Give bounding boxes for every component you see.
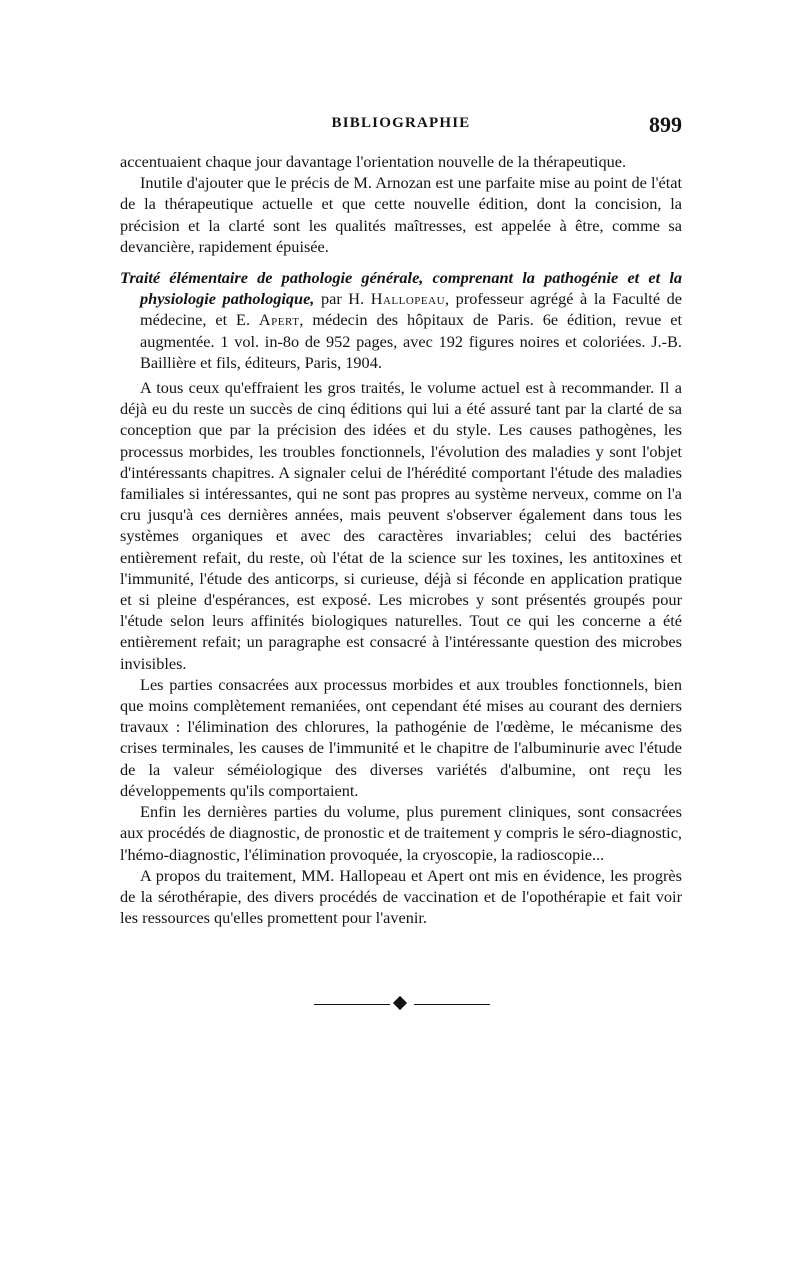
paragraph-arnozan: Inutile d'ajouter que le précis de M. Arnozan est une parfaite mise au point de l'état de la thérapeutique actuelle et que cette nouvelle édition, dont la concision, la précision et la clarté sont les qualités maîtresses, est appelée à être, comme sa devancière, rapidement épuisée.: [120, 173, 682, 256]
diamond-icon: [393, 996, 407, 1010]
book-author-1: Hallopeau: [370, 289, 446, 309]
book-title: Traité élémentaire de pathologie générale, comprenant la pathogénie et et la physiologie pathologique,: [120, 268, 682, 309]
book-entry: [120, 267, 682, 373]
book-details: , médecin des hôpitaux de Paris. 6e édition, revue et augmentée. 1 vol. in-8o de 952 pages, avec 192 figures noires et coloriées. J.-B. Baillière et fils, éditeurs, Paris, 1904.: [140, 310, 683, 372]
page-number: 899: [649, 112, 682, 137]
page-body: [120, 151, 682, 928]
paragraph-continued: accentuaient chaque jour davantage l'orientation nouvelle de la thérapeutique.: [120, 152, 627, 171]
ornament-rule-right: [414, 1004, 490, 1005]
paragraph-clinical: Enfin les dernières parties du volume, plus purement cliniques, sont consacrées aux procédés de diagnostic, de pronostic et de traitement y compris le séro-diagnostic, l'hémo-diagnostic, l'élimination provoquée, la cryoscopie, la radioscopie...: [120, 802, 682, 864]
paragraph-processus: Les parties consacrées aux processus morbides et aux troubles fonctionnels, bien que moins complètement remaniées, ont cependant été mises au courant des derniers travaux : l'élimination des chlorures, la pathogénie de l'œdème, le mécanisme des crises terminales, les causes de l'immunité et le chapitre de l'albuminurie avec l'étude de la valeur séméiologique des diverses variétés d'albumine, ont reçu les développements qu'ils comportaient.: [120, 674, 682, 800]
book-author-2: Apert: [258, 310, 300, 330]
book-by: par H.: [314, 289, 371, 309]
page-header: [120, 112, 682, 139]
end-ornament: [314, 995, 490, 1015]
spacer: [120, 257, 682, 267]
paragraph-review: A tous ceux qu'effraient les gros traités, le volume actuel est à recommander. Il a déjà eu du reste un succès de cinq éditions qui lui a été assuré tant par la clarté de sa conception que par la précision des idées et du style. Les causes pathogènes, les processus morbides, les troubles fonctionnels, l'évolution des maladies y sont l'objet d'intéressants chapitres. A signaler celui de l'hérédité comportant l'étude des maladies familiales si intéressantes, qui ne sont pas propres au système nerveux, comme on l'a cru jusqu'à ces dernières années, mais peuvent s'observer également dans tous les systèmes organiques et avec des caractères invariables; celui des bactéries entièrement refait, du reste, où l'état de la science sur les toxines, les antitoxines et l'immunité, l'étude des anticorps, si curieuse, déjà si féconde en application pratique et si pleine d'espérances, est exposé. Les microbes y sont présentés groupés pour l'étude selon leurs affinités biologiques naturelles. Tout ce qui les concerne a été entièrement refait; un paragraphe est consacré à l'intéressante question des microbes invisibles.: [120, 378, 682, 673]
running-head: BIBLIOGRAPHIE: [331, 115, 471, 131]
paragraph-treatment: A propos du traitement, MM. Hallopeau et Apert ont mis en évidence, les progrès de la sérothérapie, des divers procédés de vaccination et de l'opothérapie et fait voir les ressources qu'elles promettent pour l'avenir.: [120, 865, 682, 928]
book-author-1-title: , professeur agrégé à la Faculté de médecine, et E.: [140, 289, 683, 330]
ornament-rule-left: [314, 1004, 390, 1005]
